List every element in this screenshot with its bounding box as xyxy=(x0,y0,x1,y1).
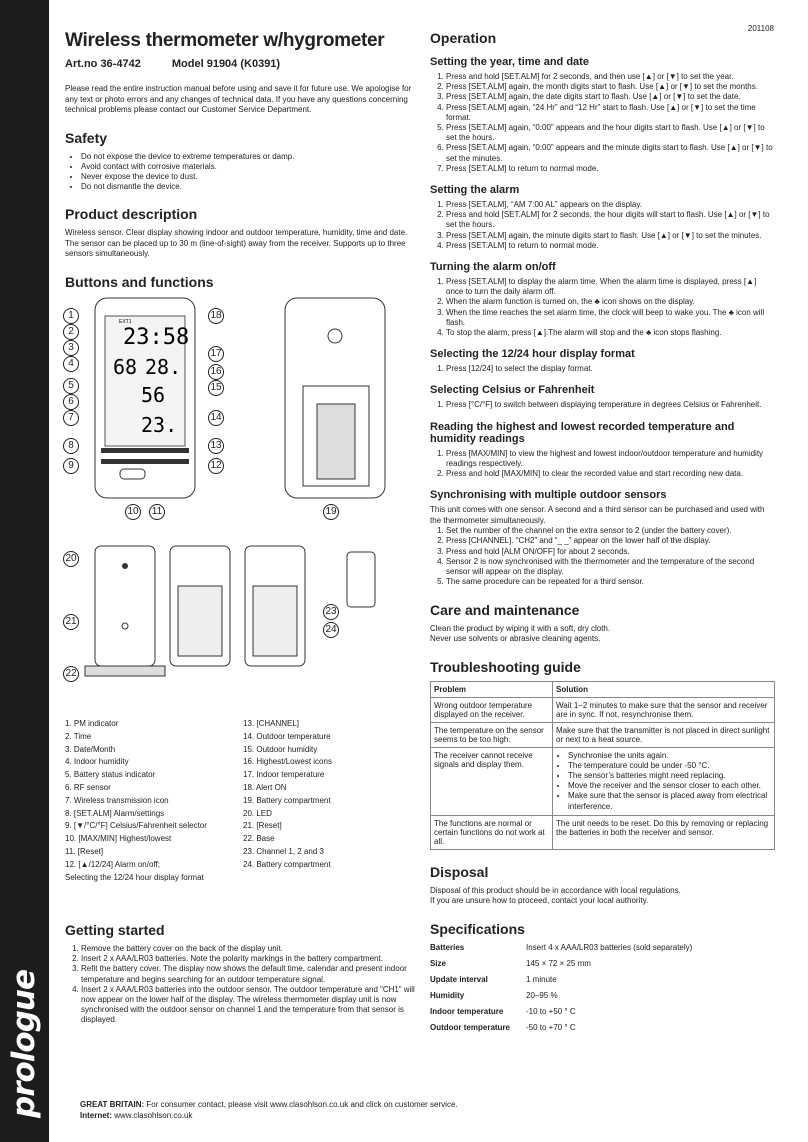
callout: 19 xyxy=(323,504,339,520)
callout: 22 xyxy=(63,666,79,682)
spec-value: -50 to +70 ° C xyxy=(526,1022,576,1032)
spec-row xyxy=(430,1023,775,1039)
format-list xyxy=(430,364,775,374)
list-item: • The temperature could be under -50 °C. xyxy=(568,761,771,771)
list-item: 2. When the alarm function is turned on, the ♣ icon shows on the display. xyxy=(446,297,775,307)
footer-internet-label: Internet: xyxy=(80,1111,112,1120)
trouble-heading: Troubleshooting guide xyxy=(430,658,581,675)
device-diagrams xyxy=(65,296,415,716)
getting-started-section xyxy=(65,908,415,1026)
list-item: 18. Alert ON xyxy=(243,782,287,792)
spec-value: Insert 4 x AAA/LR03 batteries (sold separately) xyxy=(526,942,693,952)
product-heading: Product description xyxy=(65,206,198,223)
sync-heading: Synchronising with multiple outdoor sensors xyxy=(430,489,667,502)
sync-text: This unit comes with one sensor. A second and a third sensor can be purchased and used with the thermometer simultaneously. xyxy=(430,505,765,525)
footer-internet-link[interactable]: www.clasohlson.co.uk xyxy=(114,1111,193,1120)
list-item: 7. Wireless transmission icon xyxy=(65,795,169,805)
list-item: 11. [Reset] xyxy=(65,846,104,856)
list-item: • Do not expose the device to extreme temperatures or damp. xyxy=(81,152,415,162)
parts-list-col1 xyxy=(65,718,240,884)
callout: 20 xyxy=(63,551,79,567)
footer xyxy=(80,1099,458,1121)
callout: 2 xyxy=(63,324,79,340)
list-item: 21. [Reset] xyxy=(243,821,282,831)
list-item: • Do not dismantle the device. xyxy=(81,182,415,192)
list-item: 1. Press and hold [SET.ALM] for 2 seconds, and then use [▲] or [▼] to set the year. xyxy=(446,72,775,82)
problem-cell: The temperature on the sensor seems to be too high. xyxy=(431,722,553,747)
sync-list xyxy=(430,526,775,587)
parts-list-col2 xyxy=(243,718,413,872)
alarm-list xyxy=(430,200,775,251)
spec-row xyxy=(430,991,775,1007)
safety-heading: Safety xyxy=(65,129,108,146)
callout: 18 xyxy=(208,308,224,324)
operation-heading: Operation xyxy=(430,30,497,46)
format-heading: Selecting the 12/24 hour display format xyxy=(430,348,635,361)
list-item: • Synchronise the units again. xyxy=(568,751,771,761)
art-no: Art.no 36-4742 xyxy=(65,58,141,70)
buttons-heading: Buttons and functions xyxy=(65,273,214,290)
list-item: 5. Press [SET.ALM] again, “0:00” appears and the hour digits start to flash. Use [▲] or [▼] to set the hours. xyxy=(446,123,775,143)
spec-value: 1 minute xyxy=(526,974,557,984)
list-item: 4. Press [SET.ALM] again, “24 Hr” and “12 Hr” start to flash. Use [▲] or [▼] to set the time format. xyxy=(446,103,775,123)
list-item: 4. To stop the alarm, press [▲].The alarm will stop and the ♣ icon stops flashing. xyxy=(446,328,775,338)
spec-row xyxy=(430,1007,775,1023)
spec-key: Indoor temperature xyxy=(430,1006,504,1016)
display-humidity-out: 56 xyxy=(141,382,166,407)
brand-sidebar xyxy=(0,0,49,1142)
callout: 1 xyxy=(63,308,79,324)
list-item: 4. Indoor humidity xyxy=(65,757,129,767)
disposal-text-2: If you are unsure how to proceed, contact your local authority. xyxy=(430,896,649,906)
problem-cell: Wrong outdoor temperature displayed on the receiver. xyxy=(431,697,553,722)
table-row xyxy=(431,722,775,747)
list-item: 6. Press [SET.ALM] again, “0:00” appears and the minute digits start to flash. Use [▲] or [▼] to set the minutes. xyxy=(446,143,775,163)
callout: 6 xyxy=(63,394,79,410)
callout: 4 xyxy=(63,356,79,372)
spec-key: Batteries xyxy=(430,942,465,952)
solution-cell: Wait 1–2 minutes to make sure that the sensor and receiver are in sync. If not, resynchronise them. xyxy=(553,697,775,722)
spec-row xyxy=(430,959,775,975)
list-item: 4. Sensor 2 is now synchronised with the thermometer and the temperature of the second sensor will appear on the display. xyxy=(446,557,775,577)
list-item: 22. Base xyxy=(243,834,275,844)
list-item: • Make sure that the sensor is placed away from electrical interference. xyxy=(568,791,771,811)
spec-key: Size xyxy=(430,958,447,968)
display-temp-in: 28. xyxy=(145,354,182,379)
list-item: 17. Indoor temperature xyxy=(243,770,325,780)
list-item: 10. [MAX/MIN] Highest/lowest xyxy=(65,834,172,844)
safety-list xyxy=(65,152,415,193)
list-item: • Never expose the device to dust. xyxy=(81,172,415,182)
brand-logo: prologue xyxy=(6,970,42,1118)
solution-cell: The unit needs to be reset. Do this by removing or replacing the batteries in both the receiver and sensor. xyxy=(553,815,775,849)
callout: 8 xyxy=(63,438,79,454)
spec-value: 20–95 % xyxy=(526,990,558,1000)
callout: 3 xyxy=(63,340,79,356)
spec-key: Humidity xyxy=(430,990,465,1000)
disposal-heading: Disposal xyxy=(430,863,489,880)
list-item: 1. Press [12/24] to select the display format. xyxy=(446,364,775,374)
list-item: 2. Press [CHANNEL]. “CH2” and “_ _” appear on the lower half of the display. xyxy=(446,536,775,546)
list-item: 5. Battery status indicator xyxy=(65,770,156,780)
list-item: 12. [▲/12/24] Alarm on/off; xyxy=(65,859,160,869)
callout: 5 xyxy=(63,378,79,394)
model-no: Model 91904 (K0391) xyxy=(171,58,281,70)
list-item: 1. PM indicator xyxy=(65,719,119,728)
list-item: 19. Battery compartment xyxy=(243,795,331,805)
callout: 9 xyxy=(63,458,79,474)
reading-heading: Reading the highest and lowest recorded temperature and humidity readings xyxy=(430,420,735,445)
list-item: 3. Press [SET.ALM] again, the minute digits start to flash. Use [▲] or [▼] to set the minutes. xyxy=(446,231,775,241)
display-ext: EXT1 xyxy=(119,318,132,325)
celsius-list xyxy=(430,400,775,410)
list-item: • Move the receiver and the sensor closer to each other. xyxy=(568,781,771,791)
footer-gb-label: GREAT BRITAIN: xyxy=(80,1100,145,1109)
column-header-solution: Solution xyxy=(553,681,775,697)
callout: 16 xyxy=(208,364,224,380)
article-number xyxy=(65,58,415,70)
list-item: 1. Press [SET.ALM], “AM 7:00 AL” appears on the display. xyxy=(446,200,775,210)
column-header-problem: Problem xyxy=(431,681,553,697)
turn-alarm-list xyxy=(430,277,775,338)
list-item: 8. [SET.ALM] Alarm/settings xyxy=(65,808,165,818)
list-item: Selecting the 12/24 hour display format xyxy=(65,872,204,882)
callout: 23 xyxy=(323,604,339,620)
list-item: 2. Press [SET.ALM] again, the month digits start to flash. Use [▲] or [▼] to set the months. xyxy=(446,82,775,92)
reading-list xyxy=(430,449,775,480)
display-temp-out: 23. xyxy=(141,412,178,437)
care-text-1: Clean the product by wiping it with a soft, dry cloth. xyxy=(430,623,611,633)
list-item: 1. Remove the battery cover on the back of the display unit. xyxy=(81,944,415,954)
list-item: 5. The same procedure can be repeated for a third sensor. xyxy=(446,577,775,587)
callout: 21 xyxy=(63,614,79,630)
spec-key: Outdoor temperature xyxy=(430,1022,511,1032)
list-item: 1. Press [MAX/MIN] to view the highest and lowest indoor/outdoor temperature and humidity readings respectively. xyxy=(446,449,775,469)
callout: 17 xyxy=(208,346,224,362)
list-item: 2. Press and hold [MAX/MIN] to clear the recorded value and start recording new data. xyxy=(446,469,775,479)
celsius-heading: Selecting Celsius or Fahrenheit xyxy=(430,384,595,397)
product-text: Wireless sensor. Clear display showing indoor and outdoor temperature, humidity, time and date. The sensor can be placed up to 30 m (line-of-sight) away from the receiver. Supports up to three sensors simultaneously. xyxy=(65,228,408,259)
callout: 11 xyxy=(149,504,165,520)
left-column xyxy=(65,30,415,716)
year-heading: Setting the year, time and date xyxy=(430,56,589,68)
display-time: 23:58 xyxy=(123,324,190,350)
intro-text: Please read the entire instruction manual before using and save it for future use. We apologise for any text or photo errors and any changes of technical data. If you have any questions concerning technical problems please contact our Customer Service Department. xyxy=(65,84,412,114)
right-column xyxy=(430,30,775,1039)
year-list xyxy=(430,72,775,174)
specs-heading: Specifications xyxy=(430,920,525,937)
list-item: 23. Channel 1, 2 and 3 xyxy=(243,846,324,856)
trouble-table xyxy=(430,681,775,850)
list-item: 13. [CHANNEL] xyxy=(243,719,300,728)
list-item: 4. Insert 2 x AAA/LR03 batteries into the outdoor sensor. The outdoor temperature and “CH1” will now appear on the lower half of the display. The wireless thermometer display unit is now synchronised with the outdoor sensor on channel 1 and the temperature from that sensor is displayed. xyxy=(81,985,415,1026)
front-back-illustration xyxy=(65,296,415,716)
list-item: 2. Time xyxy=(65,731,92,741)
table-row xyxy=(431,815,775,849)
list-item: 3. When the time reaches the set alarm time, the clock will beep to wake you. The ♣ icon will flash. xyxy=(446,308,775,328)
care-heading: Care and maintenance xyxy=(430,601,580,618)
list-item: 15. Outdoor humidity xyxy=(243,744,318,754)
care-text-2: Never use solvents or abrasive cleaning agents. xyxy=(430,634,601,643)
solution-cell xyxy=(553,747,775,815)
list-item: 9. [▼/°C/°F] Celsius/Fahrenheit selector xyxy=(65,821,207,831)
getting-started-list xyxy=(65,944,415,1026)
table-row xyxy=(431,697,775,722)
problem-cell: The functions are normal or certain functions do not work at all. xyxy=(431,815,553,849)
problem-cell: The receiver cannot receive signals and display them. xyxy=(431,747,553,815)
list-item: 3. Press and hold [ALM ON/OFF] for about 2 seconds. xyxy=(446,547,775,557)
callout: 12 xyxy=(208,458,224,474)
list-item: 3. Date/Month xyxy=(65,744,116,754)
spec-row xyxy=(430,943,775,959)
list-item: 1. Press [SET.ALM] to display the alarm time. When the alarm time is displayed, press [▲] once to turn the daily alarm off. xyxy=(446,277,775,297)
specs-list xyxy=(430,943,775,1039)
callout: 10 xyxy=(125,504,141,520)
display-humidity-in: 68 xyxy=(113,354,138,379)
list-item: 1. Set the number of the channel on the extra sensor to 2 (under the battery cover). xyxy=(446,526,775,536)
list-item: 3. Refit the battery cover. The display now shows the default time, calendar and present indoor temperature and begins searching for an outdoor temperature signal. xyxy=(81,964,415,984)
disposal-text-1: Disposal of this product should be in accordance with local regulations. xyxy=(430,885,681,895)
turn-alarm-heading: Turning the alarm on/off xyxy=(430,261,556,274)
list-item: • Avoid contact with corrosive materials. xyxy=(81,162,415,172)
table-row xyxy=(431,747,775,815)
list-item: 3. Press [SET.ALM] again, the date digits start to flash. Use [▲] or [▼] to set the date. xyxy=(446,92,775,102)
list-item: 20. LED xyxy=(243,808,272,818)
spec-key: Update interval xyxy=(430,974,488,984)
callout: 14 xyxy=(208,410,224,426)
spec-value: 145 × 72 × 25 mm xyxy=(526,958,591,968)
callout: 13 xyxy=(208,438,224,454)
solution-cell: Make sure that the transmitter is not placed in direct sunlight or next to a heat source. xyxy=(553,722,775,747)
getting-started-heading: Getting started xyxy=(65,922,165,938)
page-title: Wireless thermometer w/hygrometer xyxy=(65,30,385,51)
list-item: 14. Outdoor temperature xyxy=(243,731,331,741)
list-item: 4. Press [SET.ALM] to return to normal mode. xyxy=(446,241,775,251)
list-item: 2. Press and hold [SET.ALM] for 2 seconds, the hour digits will start to flash. Use [▲] or [▼] to set the hours. xyxy=(446,210,775,230)
spec-row xyxy=(430,975,775,991)
list-item: 16. Highest/Lowest icons xyxy=(243,757,332,767)
callout: 7 xyxy=(63,410,79,426)
list-item: 24. Battery compartment xyxy=(243,859,331,869)
list-item: • The sensor’s batteries might need replacing. xyxy=(568,771,771,781)
list-item: 2. Insert 2 x AAA/LR03 batteries. Note the polarity markings in the battery compartment. xyxy=(81,954,415,964)
list-item: 6. RF sensor xyxy=(65,782,111,792)
alarm-heading: Setting the alarm xyxy=(430,184,520,197)
list-item: 7. Press [SET.ALM] to return to normal mode. xyxy=(446,164,775,174)
callout: 24 xyxy=(323,622,339,638)
callout: 15 xyxy=(208,380,224,396)
spec-value: -10 to +50 ° C xyxy=(526,1006,576,1016)
document-number: 201108 xyxy=(747,24,774,33)
footer-gb-text: For consumer contact, please visit www.clasohlson.co.uk and click on customer service. xyxy=(146,1100,458,1109)
table-header-row xyxy=(431,681,775,697)
list-item: 1. Press [°C/°F] to switch between displaying temperature in degrees Celsius or Fahrenheit. xyxy=(446,400,775,410)
